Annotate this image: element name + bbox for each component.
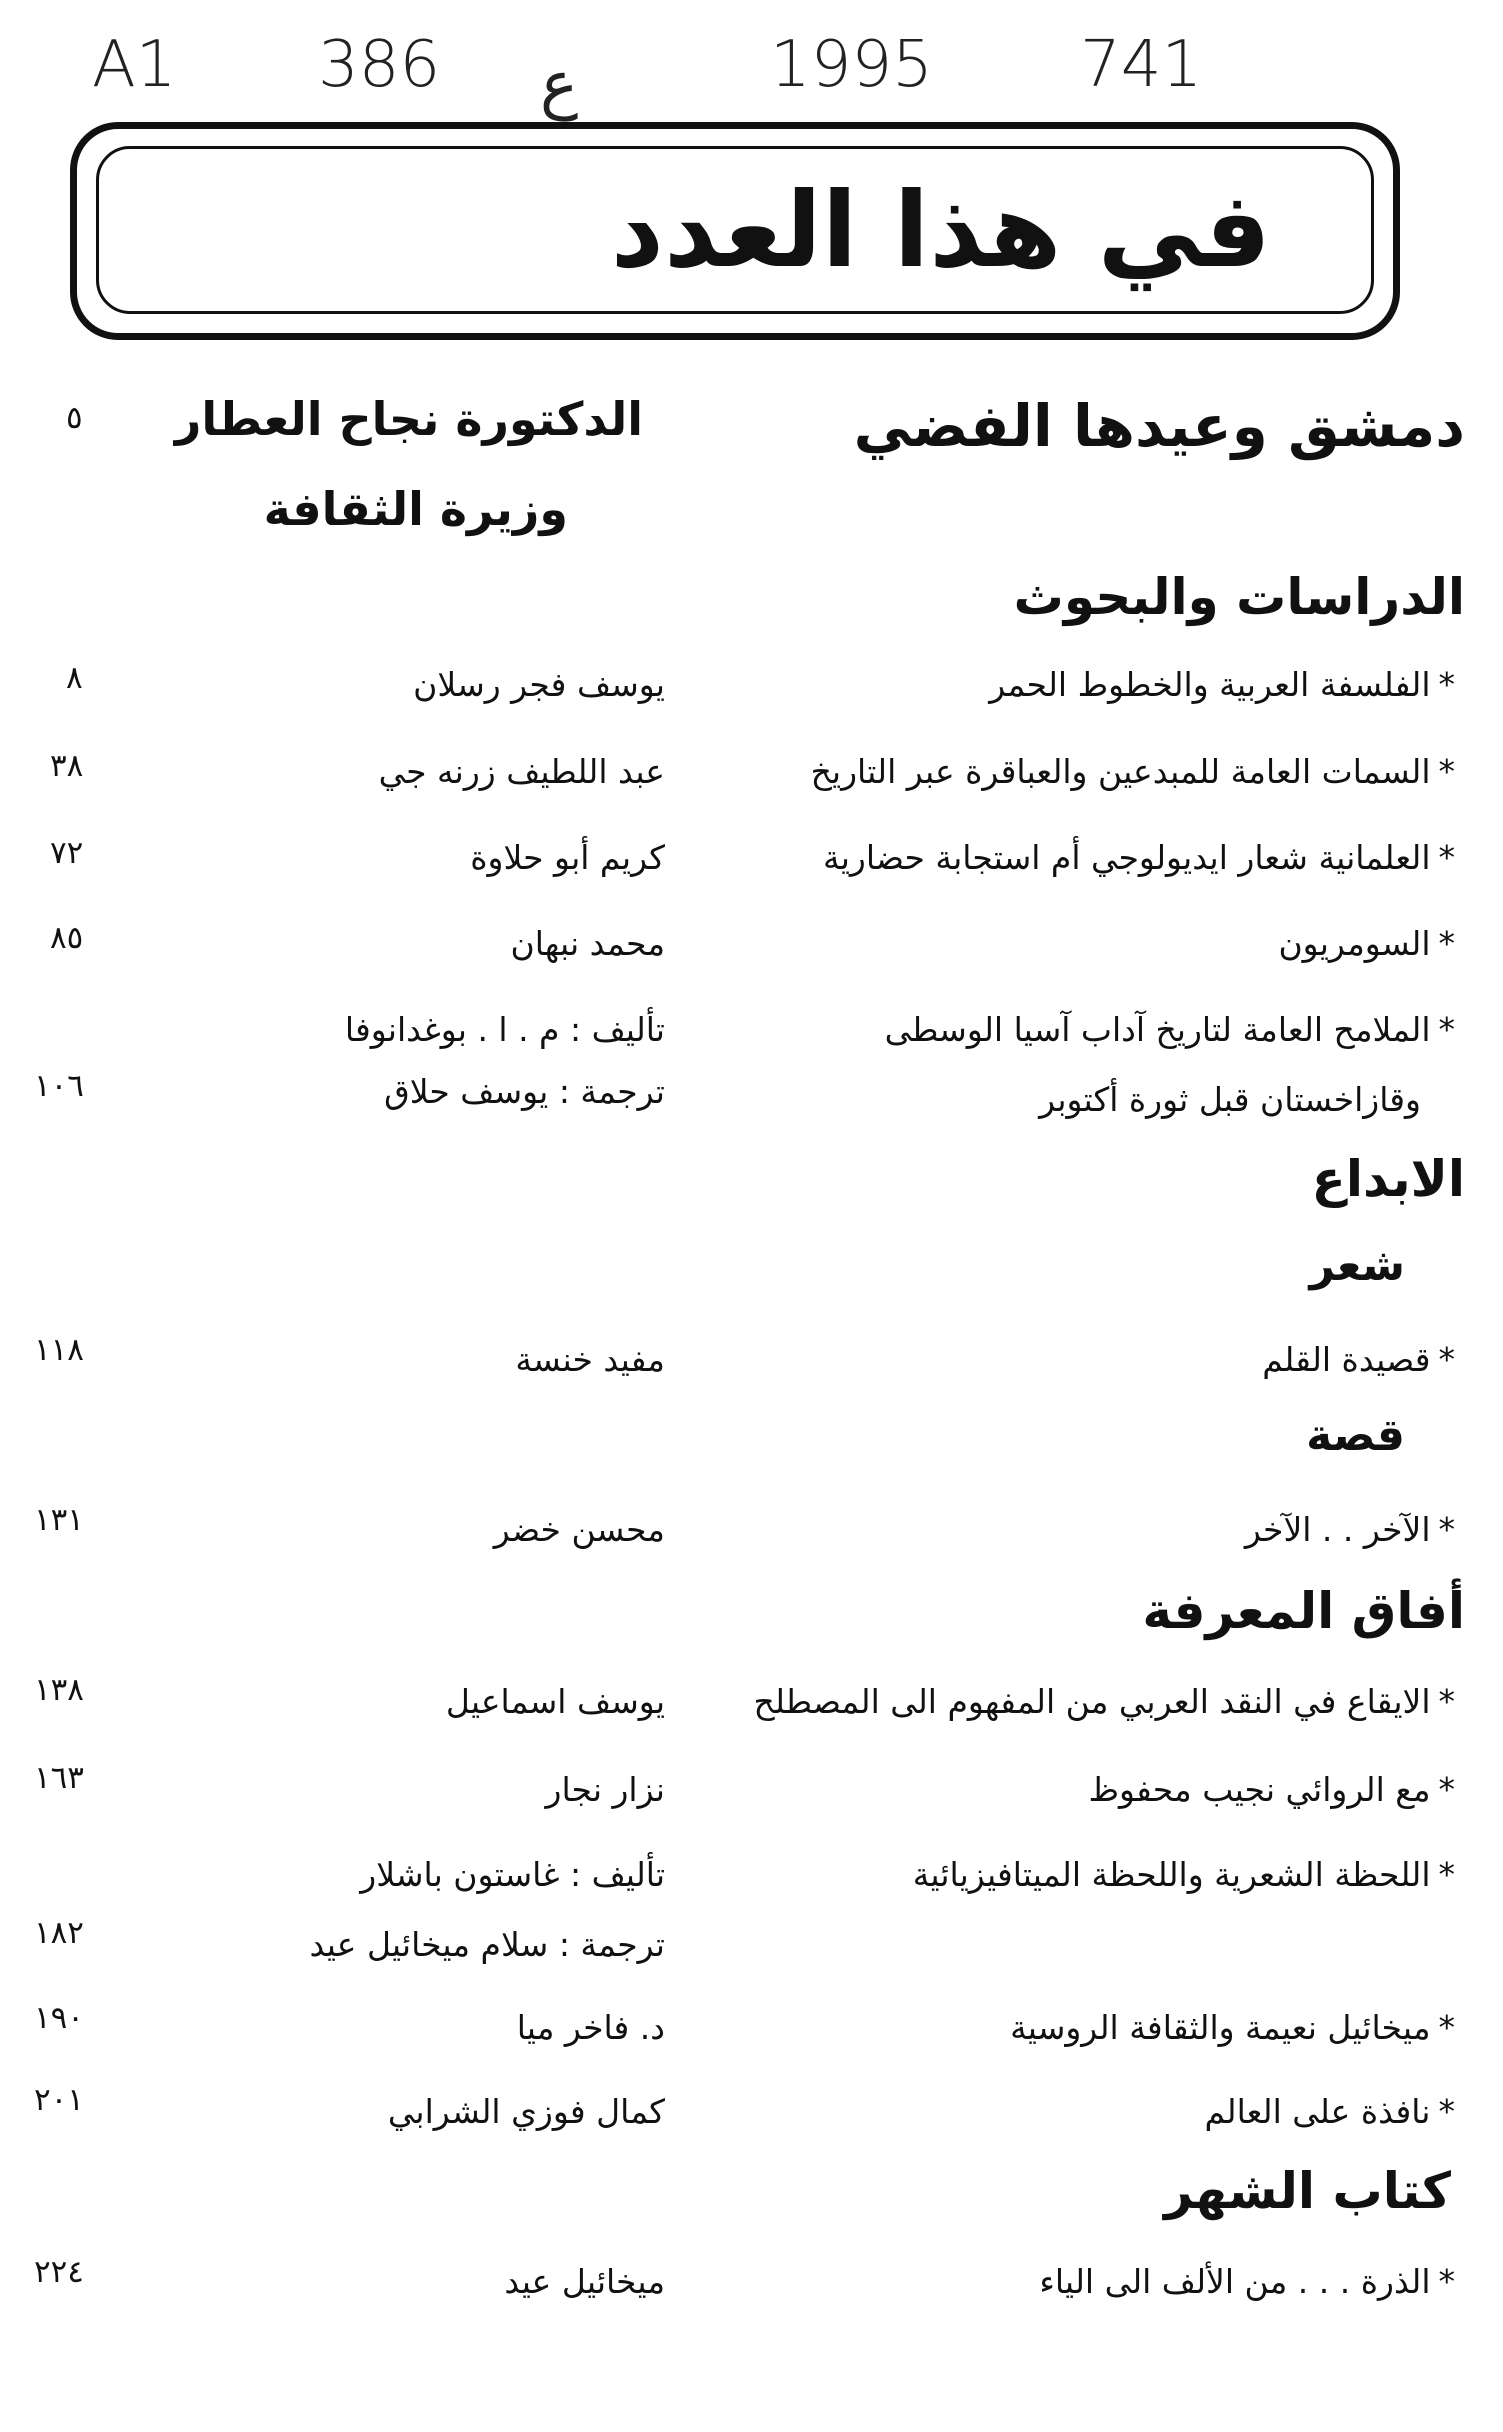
toc-item: *الذرة . . . من الألف الى الياء — [1039, 2262, 1455, 2301]
toc-author: تأليف : غاستون باشلار — [360, 1855, 665, 1894]
toc-author: كريم أبو حلاوة — [470, 838, 665, 877]
page-number: ١٦٣ — [34, 1760, 84, 1796]
handwritten-year: 1995 — [770, 28, 933, 102]
page-number: ٢٢٤ — [34, 2254, 84, 2290]
toc-author: يوسف فجر رسلان — [413, 665, 665, 704]
toc-translator: ترجمة : سلام ميخائيل عيد — [309, 1925, 665, 1964]
toc-item: *الملامح العامة لتاريخ آداب آسيا الوسطى — [884, 1010, 1455, 1049]
toc-item: *ميخائيل نعيمة والثقافة الروسية — [1010, 2008, 1455, 2047]
page-number: ٣٨ — [50, 748, 84, 784]
toc-author: محسن خضر — [493, 1510, 665, 1549]
page-number: ١٣٨ — [34, 1672, 84, 1708]
page-number: ١٣١ — [34, 1502, 84, 1538]
toc-item: *السومريون — [1278, 924, 1455, 963]
page-number: ١١٨ — [34, 1332, 84, 1368]
toc-item: *السمات العامة للمبدعين والعباقرة عبر التاريخ — [810, 752, 1455, 791]
toc-author: مفيد خنسة — [515, 1340, 665, 1379]
page-number: ٢٠١ — [34, 2082, 84, 2118]
lead-author-role: وزيرة الثقافة — [263, 482, 568, 536]
banner-title: في هذا العدد — [610, 169, 1271, 291]
section-heading-studies: الدراسات والبحوث — [1013, 568, 1465, 626]
handwritten-code-c: ع — [540, 48, 579, 122]
toc-item: *الايقاع في النقد العربي من المفهوم الى المصطلح — [753, 1682, 1455, 1721]
section-heading-horizons: أفاق المعرفة — [1142, 1582, 1465, 1640]
toc-item: *الآخر . . الآخر — [1244, 1510, 1455, 1549]
toc-author: محمد نبهان — [510, 924, 665, 963]
toc-item: *اللحظة الشعرية واللحظة الميتافيزيائية — [912, 1855, 1455, 1894]
lead-author: الدكتورة نجاح العطار — [174, 392, 643, 446]
toc-author: عبد اللطيف زرنه جي — [378, 752, 665, 791]
section-heading-creativity: الابداع — [1311, 1150, 1465, 1208]
toc-item: *مع الروائي نجيب محفوظ — [1088, 1770, 1455, 1809]
page-number: ٧٢ — [50, 835, 84, 871]
page-number: ١٨٢ — [34, 1915, 84, 1951]
toc-author: تأليف : م . ا . بوغدانوفا — [344, 1010, 665, 1049]
subsection-heading-story: قصة — [1306, 1410, 1405, 1461]
page-number: ١٠٦ — [34, 1068, 84, 1104]
handwritten-code-b: 386 — [318, 28, 441, 102]
subsection-heading-poetry: شعر — [1309, 1240, 1405, 1291]
lead-title: دمشق وعيدها الفضي — [853, 392, 1465, 460]
toc-item-continued: وقازاخستان قبل ثورة أكتوبر — [1039, 1080, 1421, 1119]
toc-item: *العلمانية شعار ايديولوجي أم استجابة حضارية — [823, 838, 1455, 877]
page-number: ٨ — [66, 660, 83, 696]
handwritten-code-e: 741 — [1080, 28, 1203, 102]
banner-frame-inner — [96, 146, 1374, 314]
toc-author: كمال فوزي الشرابي — [387, 2092, 665, 2131]
page-number: ٥ — [66, 400, 83, 436]
section-heading-book: كتاب الشهر — [1164, 2162, 1451, 2220]
toc-item: *الفلسفة العربية والخطوط الحمر — [989, 665, 1455, 704]
toc-author: د. فاخر ميا — [516, 2008, 665, 2047]
toc-author: نزار نجار — [545, 1770, 665, 1809]
page-number: ١٩٠ — [34, 2000, 84, 2036]
toc-translator: ترجمة : يوسف حلاق — [384, 1072, 665, 1111]
handwritten-code-a: A1 — [92, 28, 177, 102]
toc-item: *قصيدة القلم — [1262, 1340, 1455, 1379]
toc-author: ميخائيل عيد — [504, 2262, 665, 2301]
toc-item: *نافذة على العالم — [1204, 2092, 1455, 2131]
page-number: ٨٥ — [50, 920, 84, 956]
toc-author: يوسف اسماعيل — [445, 1682, 665, 1721]
